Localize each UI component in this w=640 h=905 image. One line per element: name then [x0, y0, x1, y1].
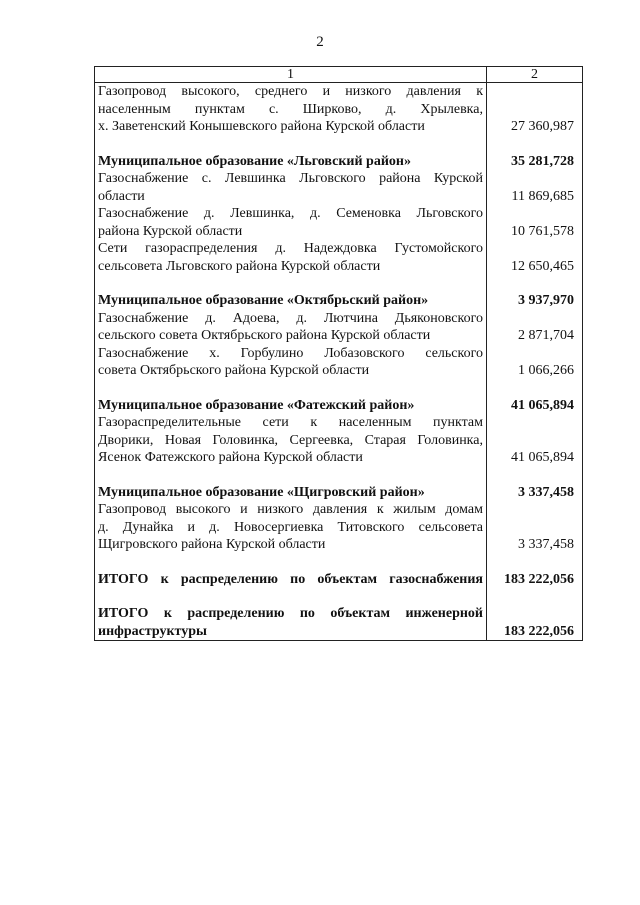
table-row	[95, 501, 583, 554]
table-row	[95, 345, 583, 380]
description-line: Газопровод высокого, среднего и низкого давления к	[98, 84, 483, 99]
description-line: Газопровод высокого и низкого давления к жилым домам	[98, 502, 483, 517]
district-row	[95, 397, 583, 415]
district-row	[95, 153, 583, 171]
description-line: Муниципальное образование «Октябрьский район»	[98, 293, 429, 308]
table-row	[95, 414, 583, 467]
spacer-row	[95, 275, 583, 292]
description-line: Щигровского района Курской области	[98, 537, 326, 552]
row-description	[95, 605, 487, 641]
description-line: Газоснабжение х. Горбулино Лобазовского сельского	[98, 345, 483, 361]
description-line: Газоснабжение с. Левшинка Льговского района Курской	[98, 171, 483, 186]
row-description	[95, 240, 487, 275]
row-description	[95, 310, 487, 345]
row-amount: 2 871,704	[487, 310, 583, 345]
row-amount: 3 337,458	[487, 501, 583, 554]
description-line: Муниципальное образование «Фатежский район»	[98, 397, 415, 413]
description-line: Муниципальное образование «Льговский район»	[98, 153, 411, 169]
table-row	[95, 83, 583, 136]
column-header-1: 1	[95, 67, 487, 83]
row-amount: 10 761,578	[487, 205, 583, 240]
row-amount: 183 222,056	[487, 605, 583, 641]
district-row	[95, 484, 583, 502]
description-line: Газоснабжение д. Левшинка, д. Семеновка Льговского	[98, 206, 483, 221]
row-description	[95, 170, 487, 205]
row-amount: 27 360,987	[487, 83, 583, 136]
description-line: совета Октябрьского района Курской области	[98, 363, 370, 378]
total-row	[95, 571, 583, 589]
description-line: сельского совета Октябрьского района Курской области	[98, 328, 431, 343]
description-line: района Курской области	[98, 223, 243, 239]
row-description	[95, 484, 487, 502]
description-line: ИТОГО к распределению по объектам газоснабжения	[98, 571, 483, 587]
row-description	[95, 153, 487, 171]
row-description	[95, 397, 487, 415]
table-row	[95, 240, 583, 275]
spacer-row	[95, 467, 583, 484]
district-row	[95, 292, 583, 310]
row-amount: 41 065,894	[487, 397, 583, 415]
table-row	[95, 205, 583, 240]
allocation-table	[94, 66, 583, 641]
description-line: д. Дунайка и д. Новосергиевка Титовского сельсовета	[98, 519, 483, 535]
table-header-row	[95, 67, 583, 83]
description-line: Газораспределительные сети к населенным пунктам	[98, 415, 483, 430]
description-line: Муниципальное образование «Щигровский район»	[98, 484, 425, 500]
spacer-row	[95, 136, 583, 153]
table-row	[95, 310, 583, 345]
description-line: населенным пунктам с. Ширково, д. Хрылевка,	[98, 101, 483, 117]
spacer-row	[95, 554, 583, 571]
row-amount: 35 281,728	[487, 153, 583, 171]
row-amount: 12 650,465	[487, 240, 583, 275]
description-line: Ясенок Фатежского района Курской области	[98, 450, 363, 465]
row-amount: 3 937,970	[487, 292, 583, 310]
description-line: ИТОГО к распределению по объектам инженерной	[98, 606, 483, 621]
spacer-row	[95, 380, 583, 397]
row-description	[95, 345, 487, 380]
page-number: 2	[316, 34, 324, 50]
row-description	[95, 292, 487, 310]
description-line: Газоснабжение д. Адоева, д. Лютчина Дьяконовского	[98, 310, 483, 326]
row-amount: 41 065,894	[487, 414, 583, 467]
spacer-row	[95, 588, 583, 605]
row-description	[95, 414, 487, 467]
row-amount: 11 869,685	[487, 170, 583, 205]
table-row	[95, 170, 583, 205]
row-description	[95, 501, 487, 554]
row-description	[95, 83, 487, 136]
row-description	[95, 205, 487, 240]
description-line: Дворики, Новая Головинка, Сергеевка, Старая Головинка,	[98, 432, 483, 448]
description-line: сельсовета Льговского района Курской области	[98, 258, 381, 274]
description-line: области	[98, 188, 145, 204]
row-amount: 183 222,056	[487, 571, 583, 589]
column-header-2: 2	[487, 67, 583, 83]
row-amount: 1 066,266	[487, 345, 583, 380]
row-amount: 3 337,458	[487, 484, 583, 502]
row-description	[95, 571, 487, 589]
description-line: инфраструктуры	[98, 623, 207, 639]
total-row	[95, 605, 583, 641]
description-line: х. Заветенский Конышевского района Курской области	[98, 119, 425, 134]
description-line: Сети газораспределения д. Надеждовка Густомойского	[98, 241, 483, 256]
